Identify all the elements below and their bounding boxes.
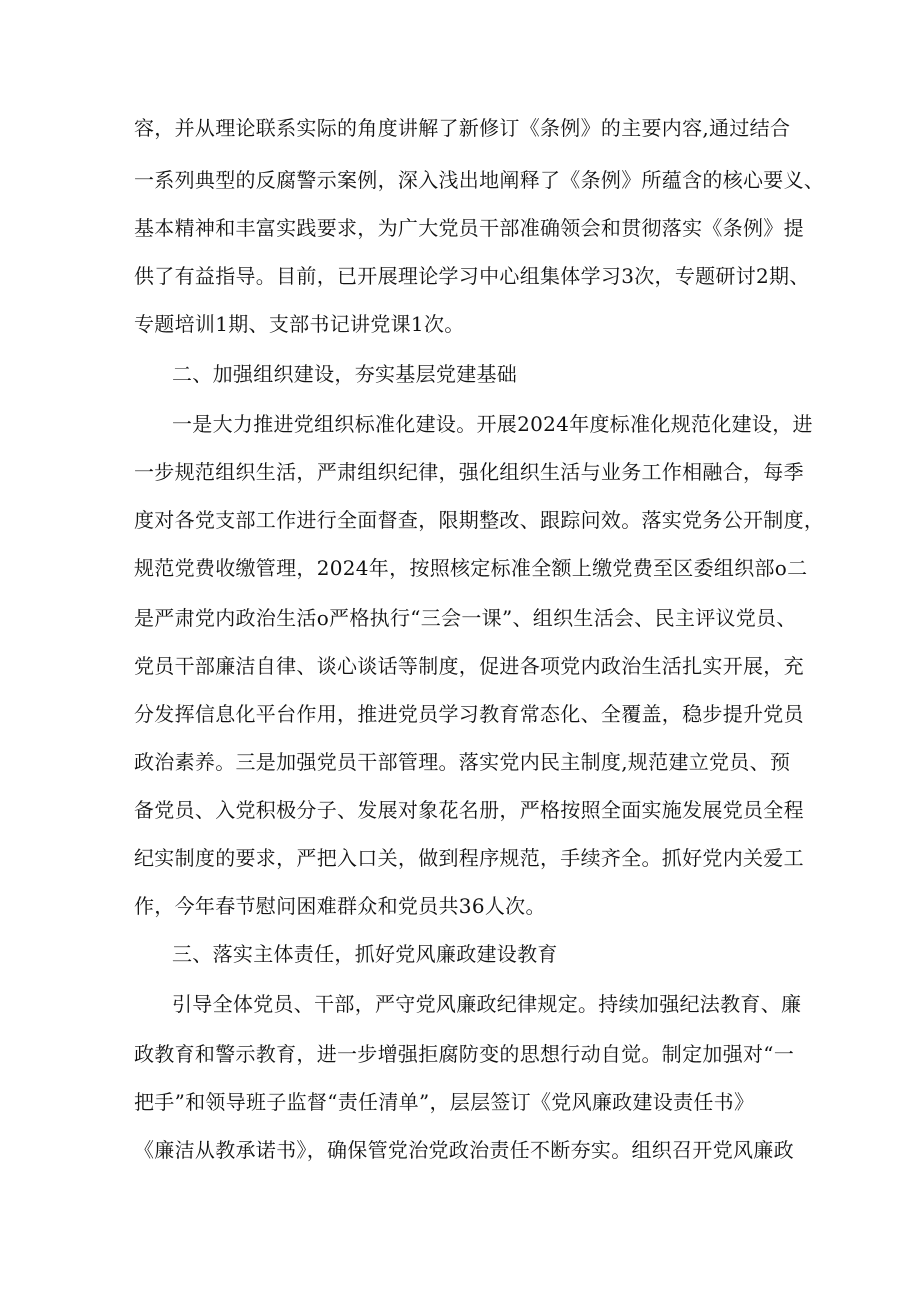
text-line: 分发挥信息化平台作用，推进党员学习教育常态化、全覆盖，稳步提升党员 [134,702,804,726]
section-heading-3: 三、落实主体责任，抓好党风廉政建设教育 [172,942,558,966]
text-line: 党员干部廉洁自律、谈心谈话等制度，促进各项党内政治生活扎实开展，充 [134,654,804,678]
text-line: 规范党费收缴管理，2024年，按照核定标准全额上缴党费至区委组织部o二 [134,556,808,580]
text-line: 《廉洁从教承诺书》，确保管党治党政治责任不断夯实。组织召开党风廉政 [134,1138,794,1162]
text-line: 备党员、入党积极分子、发展对象花名册，严格按照全面实施发展党员全程 [134,798,804,822]
section-heading-2: 二、加强组织建设，夯实基层党建基础 [172,362,518,386]
text-line: 是严肃党内政治生活o严格执行“三会一课”、组织生活会、民主评议党员、 [134,606,797,630]
text-line: 供了有益指导。目前，已开展理论学习中心组集体学习3次，专题研讨2期、 [134,264,810,288]
text-line: 政治素养。三是加强党员干部管理。落实党内民主制度,规范建立党员、预 [134,750,791,774]
text-line: 度对各党支部工作进行全面督查，限期整改、跟踪问效。落实党务公开制度， [134,508,825,532]
text-line: 一步规范组织生活，严肃组织纪律，强化组织生活与业务工作相融合，每季 [134,460,804,484]
text-line: 容，并从理论联系实际的角度讲解了新修订《条例》的主要内容,通过结合 [134,116,791,140]
text-line: 一系列典型的反腐警示案例，深入浅出地阐释了《条例》所蕴含的核心要义、 [134,168,825,192]
text-line: 政教育和警示教育，进一步增强拒腐防变的思想行动自觉。制定加强对“一 [134,1042,795,1066]
text-line: 纪实制度的要求，严把入口关，做到程序规范，手续齐全。抓好党内关爱工 [134,846,804,870]
text-line: 作，今年春节慰问困难群众和党员共36人次。 [134,894,546,918]
text-line: 引导全体党员、干部，严守党风廉政纪律规定。持续加强纪法教育、廉 [172,992,802,1016]
text-line: 一是大力推进党组织标准化建设。开展2024年度标准化规范化建设，进 [172,412,813,436]
text-line: 专题培训1期、支部书记讲党课1次。 [134,312,465,336]
text-line: 基本精神和丰富实践要求，为广大党员干部准确领会和贯彻落实《条例》提 [134,216,804,240]
text-line: 把手”和领导班子监督“责任清单”，层层签订《党风廉政建设责任书》 [134,1090,755,1114]
